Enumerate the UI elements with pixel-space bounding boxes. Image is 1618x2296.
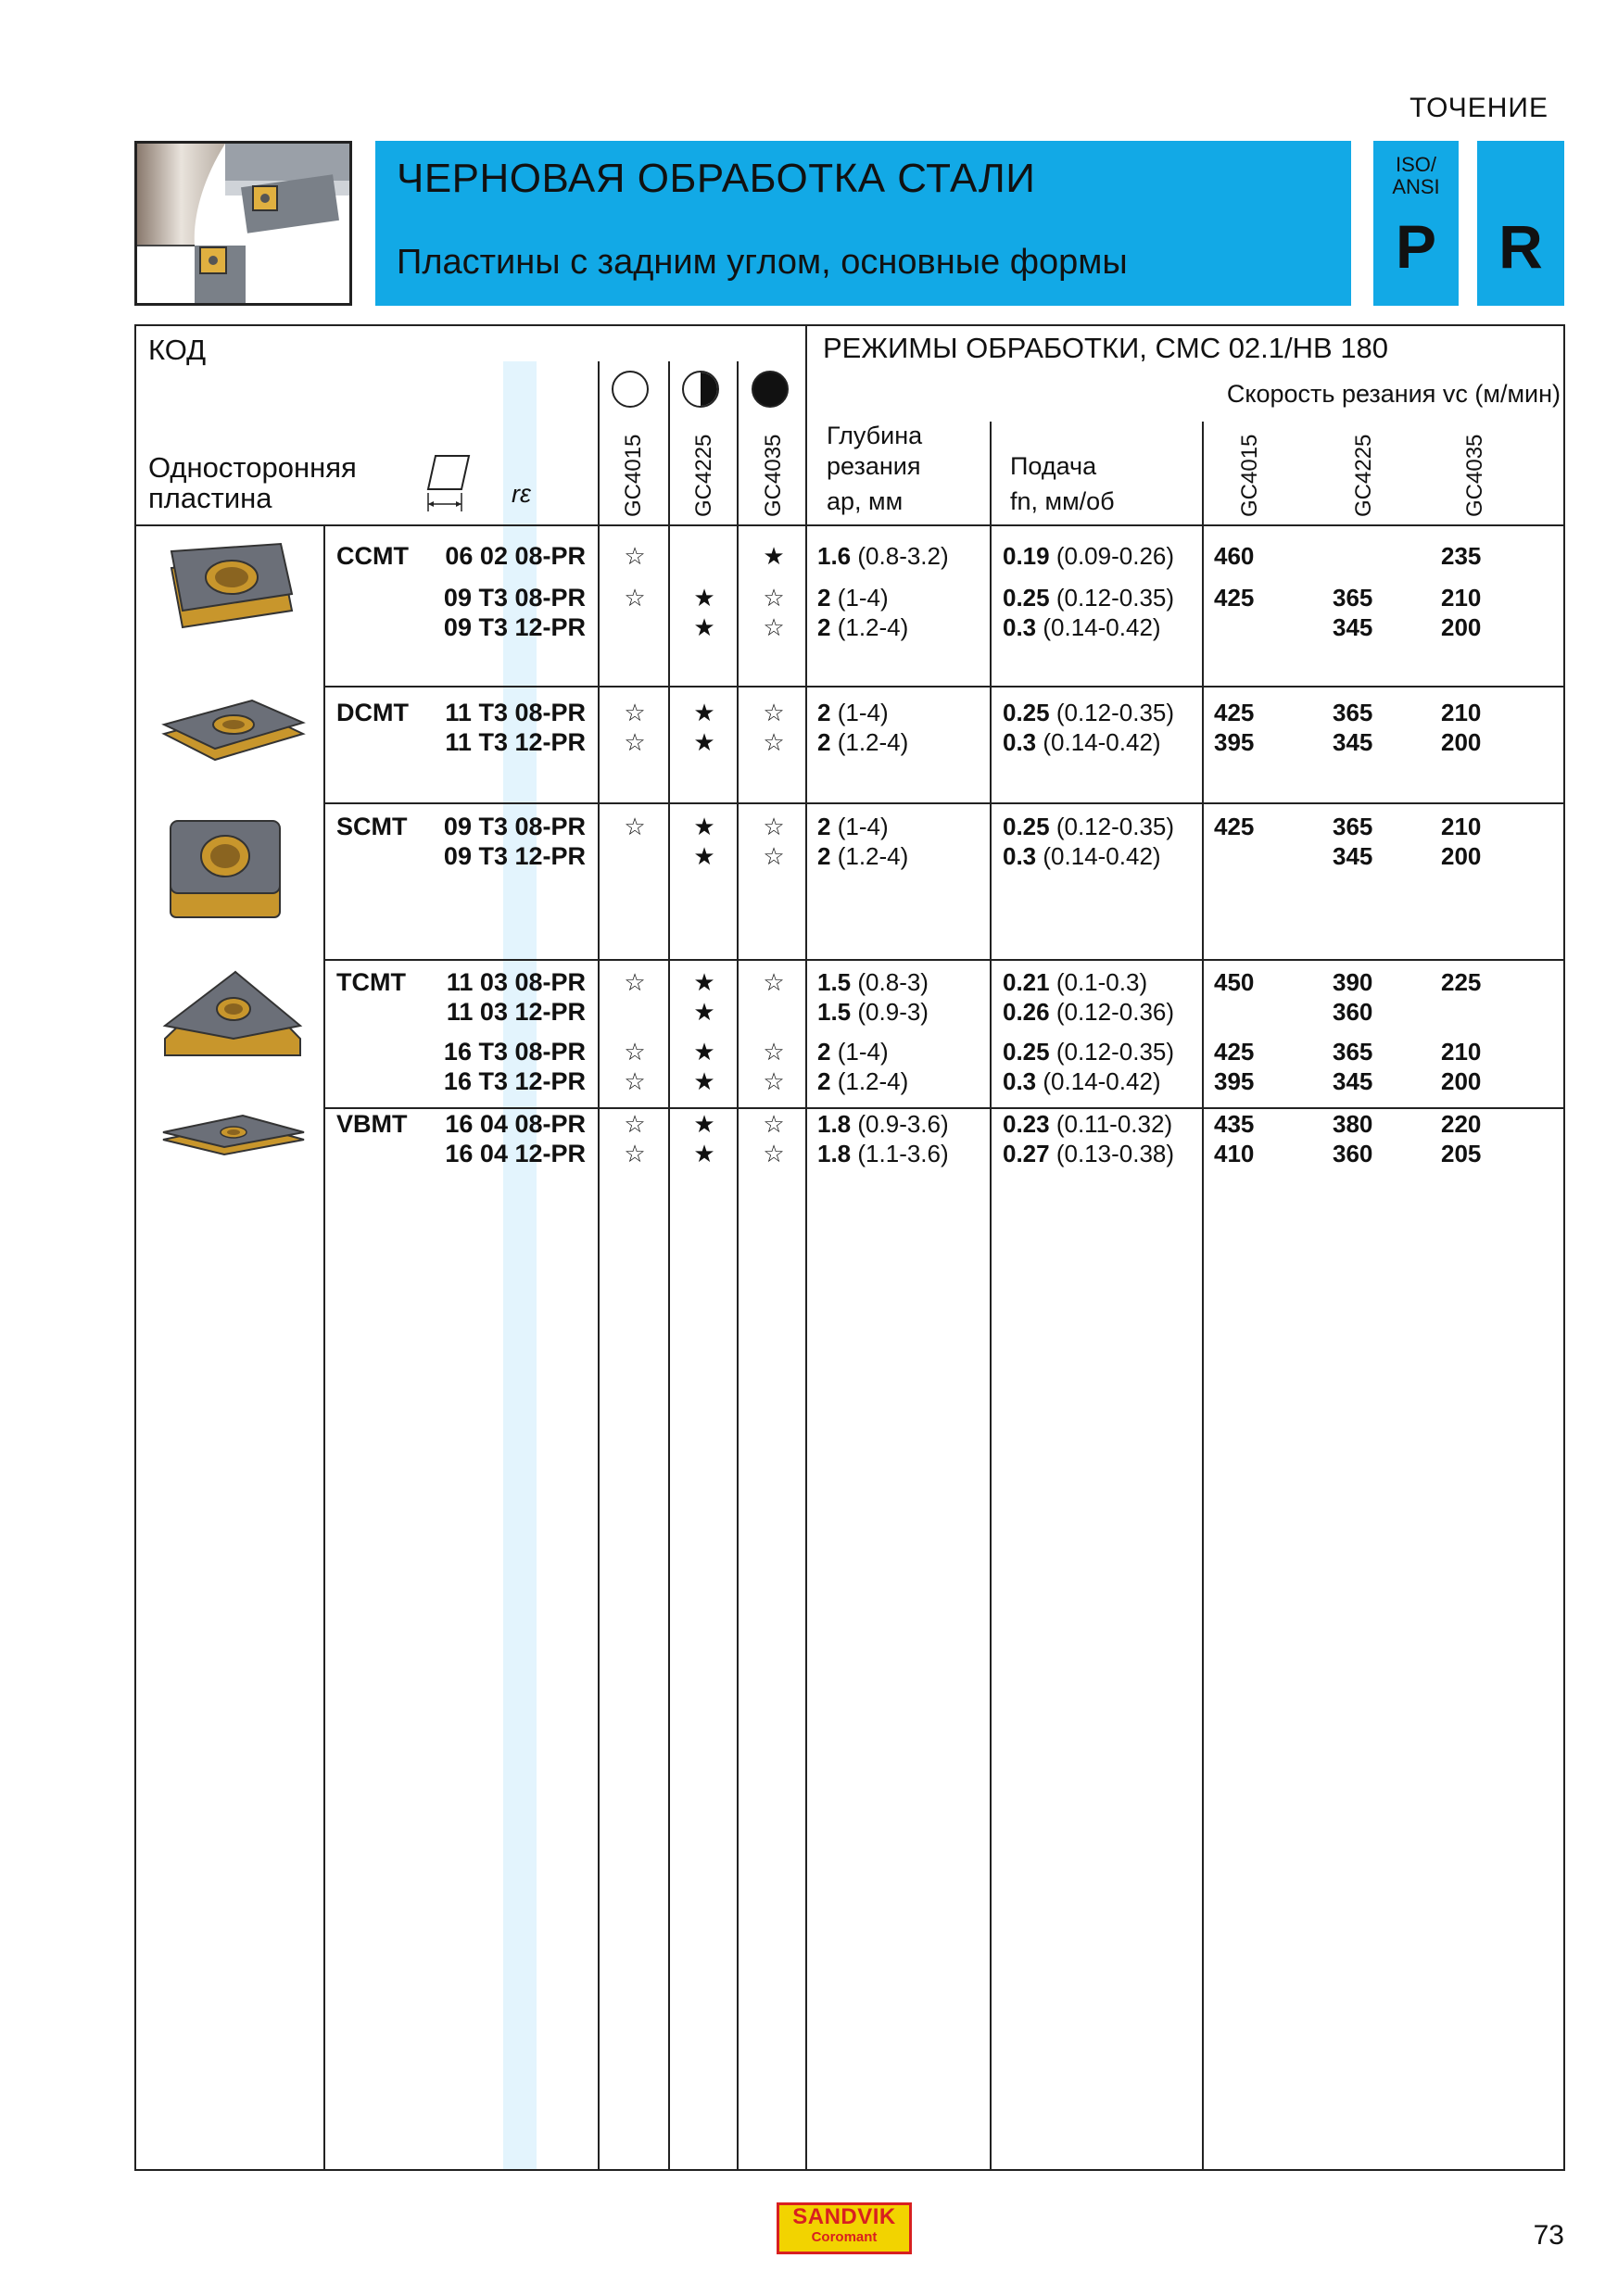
depth-of-cut: [817, 966, 929, 998]
application-letter: R: [1498, 212, 1543, 281]
feed-value: 0.25: [1003, 699, 1050, 726]
feed-rate: [1003, 1138, 1174, 1169]
grade-mark-gc4225: ★: [693, 968, 715, 996]
depth-range: (1.2-4): [837, 842, 909, 870]
feed-rate: [1003, 1036, 1174, 1067]
divider-image: [323, 526, 325, 2171]
code-size: 16 T3 08-PR: [443, 1038, 586, 1066]
speed-grade-gc4015: GC4015: [1237, 434, 1262, 517]
feed-value: 0.19: [1003, 542, 1050, 570]
grade-mark-gc4225: ★: [693, 584, 715, 612]
feed-value: 0.21: [1003, 968, 1050, 996]
page-subtitle: Пластины с задним углом, основные формы: [397, 243, 1128, 282]
feed-range: (0.12-0.36): [1055, 998, 1175, 1026]
depth-value: 1.8: [817, 1110, 852, 1138]
feed-range: (0.12-0.35): [1055, 1038, 1175, 1066]
depth-label-2: резания: [827, 452, 921, 480]
iso-label-line2: ANSI: [1392, 175, 1440, 198]
feed-range: (0.09-0.26): [1055, 542, 1175, 570]
speed-gc4225: 345: [1333, 1067, 1373, 1095]
speed-gc4015: 395: [1214, 1067, 1255, 1095]
speed-gc4035: 225: [1441, 968, 1482, 996]
grade-mark-gc4035: ☆: [763, 842, 785, 870]
depth-of-cut: [817, 540, 949, 572]
depth-range: (0.9-3): [857, 998, 929, 1026]
feed-value: 0.3: [1003, 613, 1037, 641]
speed-gc4015: 450: [1214, 968, 1255, 996]
speed-gc4225: 390: [1333, 968, 1373, 996]
vbmt-insert-image: [159, 1112, 308, 1172]
radius-symbol: rε: [512, 480, 531, 508]
speed-gc4015: 425: [1214, 584, 1255, 612]
depth-of-cut: [817, 1108, 949, 1140]
code-family: DCMT: [336, 699, 409, 726]
depth-range: (1.2-4): [837, 728, 909, 756]
feed-rate: [1003, 612, 1161, 643]
tcmt-insert-image: [159, 968, 308, 1066]
row-divider-3: [323, 959, 1565, 961]
speed-gc4035: 220: [1441, 1110, 1482, 1138]
code-size: 06 02 08-PR: [445, 542, 586, 570]
page-title: ЧЕРНОВАЯ ОБРАБОТКА СТАЛИ: [397, 156, 1036, 201]
depth-label-1: Глубина: [827, 422, 923, 449]
feed-range: (0.14-0.42): [1043, 728, 1161, 756]
depth-range: (1.2-4): [837, 613, 909, 641]
depth-range: (0.8-3.2): [857, 542, 949, 570]
scmt-insert-image: [165, 815, 285, 931]
speed-grade-gc4225: GC4225: [1351, 434, 1376, 517]
feed-value: 0.25: [1003, 1038, 1050, 1066]
code-family: CCMT: [336, 542, 409, 570]
depth-of-cut: [817, 582, 889, 613]
code-size: 09 T3 08-PR: [443, 584, 586, 612]
speed-gc4225: 360: [1333, 1140, 1373, 1167]
ccmt-insert-image: [162, 542, 301, 649]
feed-range: (0.12-0.35): [1055, 813, 1175, 840]
speed-gc4225: 345: [1333, 842, 1373, 870]
grade-mark-gc4035: ☆: [763, 584, 785, 612]
divider-grade1: [598, 361, 600, 2171]
depth-value: 1.8: [817, 1140, 852, 1167]
code-size: 09 T3 12-PR: [443, 842, 586, 870]
code-size: 11 03 08-PR: [446, 968, 586, 996]
row-divider-1: [323, 686, 1565, 688]
iso-label: [1373, 154, 1459, 198]
machining-illustration: [134, 141, 352, 306]
grade-mark-gc4035: ☆: [763, 1067, 785, 1095]
depth-value: 1.6: [817, 542, 852, 570]
page-number: 73: [1533, 2220, 1564, 2251]
code-size: 16 T3 12-PR: [443, 1067, 586, 1095]
depth-value: 2: [817, 1067, 831, 1095]
sandvik-coromant-logo: [777, 2202, 912, 2254]
grade-mark-gc4225: ★: [693, 699, 715, 726]
code-family: TCMT: [336, 968, 406, 996]
grade-mark-gc4035: ☆: [763, 968, 785, 996]
depth-of-cut: [817, 612, 908, 643]
speed-gc4035: 210: [1441, 1038, 1482, 1066]
code-size: 16 04 12-PR: [445, 1140, 586, 1167]
depth-range: (1.2-4): [837, 1067, 909, 1095]
feed-value: 0.25: [1003, 813, 1050, 840]
grade-mark-gc4035: ☆: [763, 613, 785, 641]
code-size: 09 T3 12-PR: [443, 613, 586, 641]
depth-of-cut: [817, 996, 929, 1028]
code-size: 16 04 08-PR: [445, 1110, 586, 1138]
depth-value: 2: [817, 728, 831, 756]
insert-label-1: Односторонняя: [148, 451, 357, 484]
speed-gc4035: 210: [1441, 813, 1482, 840]
speed-gc4225: 380: [1333, 1110, 1373, 1138]
grade-mark-gc4225: ★: [693, 1038, 715, 1066]
depth-of-cut: [817, 697, 889, 728]
depth-of-cut: [817, 1138, 949, 1169]
code-family: SCMT: [336, 813, 408, 840]
depth-value: 2: [817, 842, 831, 870]
feed-value: 0.3: [1003, 728, 1037, 756]
logo-bottom-text: Coromant: [811, 2229, 878, 2245]
grade-mark-gc4015: ☆: [624, 584, 646, 612]
feed-range: (0.14-0.42): [1043, 1067, 1161, 1095]
grade-label-gc4225: GC4225: [691, 434, 716, 517]
feed-rate: [1003, 1108, 1172, 1140]
grade-mark-gc4015: ☆: [624, 1110, 646, 1138]
feed-value: 0.3: [1003, 842, 1037, 870]
depth-value: 2: [817, 613, 831, 641]
grade-mark-gc4225: ★: [693, 1140, 715, 1167]
divider-feed: [990, 422, 992, 2171]
speed-gc4015: 460: [1214, 542, 1255, 570]
grade-mark-gc4225: ★: [693, 1067, 715, 1095]
feed-range: (0.14-0.42): [1043, 842, 1161, 870]
feed-range: (0.11-0.32): [1055, 1110, 1173, 1138]
code-label: КОД: [148, 334, 207, 366]
conditions-label: РЕЖИМЫ ОБРАБОТКИ, CMC 02.1/HB 180: [823, 332, 1389, 364]
speed-gc4225: 365: [1333, 1038, 1373, 1066]
section-label: ТОЧЕНИЕ: [1409, 93, 1548, 123]
speed-grade-gc4035: GC4035: [1462, 434, 1487, 517]
grade-mark-gc4015: ☆: [624, 968, 646, 996]
feed-range: (0.14-0.42): [1043, 613, 1161, 641]
depth-range: (1-4): [837, 584, 889, 612]
grade-mark-gc4015: ☆: [624, 813, 646, 840]
feed-label-3: fn, мм/об: [1010, 487, 1115, 515]
grade-mark-gc4225: ★: [693, 842, 715, 870]
grade-mark-gc4015: ☆: [624, 728, 646, 756]
divider-grade3: [737, 361, 739, 2171]
feed-rate: [1003, 996, 1174, 1028]
insert-label-2: пластина: [148, 482, 272, 514]
depth-range: (1-4): [837, 699, 889, 726]
depth-value: 2: [817, 1038, 831, 1066]
feed-rate: [1003, 811, 1174, 842]
speed-gc4035: 200: [1441, 1067, 1482, 1095]
grade-mark-gc4035: ☆: [763, 813, 785, 840]
speed-gc4015: 425: [1214, 699, 1255, 726]
insert-shape-icon: [424, 452, 473, 518]
code-size: 11 03 12-PR: [446, 998, 586, 1026]
dcmt-insert-image: [159, 697, 308, 776]
logo-top-text: SANDVIK: [792, 2204, 896, 2229]
divider-speed: [1202, 422, 1204, 2171]
feed-rate: [1003, 966, 1147, 998]
grade-mark-gc4015: ☆: [624, 1038, 646, 1066]
speed-gc4035: 235: [1441, 542, 1482, 570]
speed-gc4225: 345: [1333, 613, 1373, 641]
grade-mark-gc4035: ☆: [763, 699, 785, 726]
speed-label: Скорость резания vc (м/мин): [1226, 380, 1561, 408]
speed-gc4015: 425: [1214, 813, 1255, 840]
depth-range: (0.9-3.6): [857, 1110, 949, 1138]
iso-label-line1: ISO/: [1395, 153, 1436, 176]
feed-value: 0.25: [1003, 584, 1050, 612]
speed-gc4015: 395: [1214, 728, 1255, 756]
feed-range: (0.1-0.3): [1055, 968, 1148, 996]
grade-mark-gc4225: ★: [693, 1110, 715, 1138]
feed-rate: [1003, 582, 1174, 613]
divider-conditions: [805, 324, 807, 2171]
speed-gc4035: 205: [1441, 1140, 1482, 1167]
speed-gc4035: 200: [1441, 842, 1482, 870]
depth-of-cut: [817, 726, 908, 758]
speed-gc4015: 435: [1214, 1110, 1255, 1138]
speed-gc4225: 365: [1333, 699, 1373, 726]
depth-value: 2: [817, 813, 831, 840]
grade-mark-gc4225: ★: [693, 813, 715, 840]
code-size: 11 T3 12-PR: [445, 728, 586, 756]
grade-mark-gc4035: ★: [763, 542, 785, 570]
feed-range: (0.12-0.35): [1055, 699, 1175, 726]
grade-mark-gc4015: ☆: [624, 542, 646, 570]
depth-range: (0.8-3): [857, 968, 929, 996]
feed-rate: [1003, 697, 1174, 728]
depth-label-3: ap, мм: [827, 487, 904, 515]
grade-label-gc4015: GC4015: [621, 434, 646, 517]
speed-gc4225: 365: [1333, 813, 1373, 840]
feed-value: 0.3: [1003, 1067, 1037, 1095]
feed-rate: [1003, 540, 1174, 572]
iso-material-letter: P: [1395, 212, 1437, 281]
feed-value: 0.26: [1003, 998, 1050, 1026]
grade-balanced-icon: [682, 371, 719, 408]
feed-range: (0.12-0.35): [1055, 584, 1175, 612]
depth-range: (1.1-3.6): [857, 1140, 949, 1167]
grade-mark-gc4015: ☆: [624, 699, 646, 726]
depth-range: (1-4): [837, 813, 889, 840]
feed-rate: [1003, 726, 1161, 758]
header-bottom-line: [134, 524, 1565, 526]
grade-mark-gc4035: ☆: [763, 728, 785, 756]
speed-gc4035: 210: [1441, 584, 1482, 612]
code-size: 11 T3 08-PR: [445, 699, 586, 726]
grade-mark-gc4015: ☆: [624, 1067, 646, 1095]
grade-wear-resistant-icon: [612, 371, 649, 408]
speed-gc4225: 345: [1333, 728, 1373, 756]
depth-range: (1-4): [837, 1038, 889, 1066]
grade-mark-gc4225: ★: [693, 613, 715, 641]
grade-label-gc4035: GC4035: [761, 434, 786, 517]
feed-value: 0.23: [1003, 1110, 1050, 1138]
depth-of-cut: [817, 811, 889, 842]
grade-mark-gc4035: ☆: [763, 1038, 785, 1066]
speed-gc4015: 425: [1214, 1038, 1255, 1066]
depth-value: 1.5: [817, 968, 852, 996]
feed-label-1: Подача: [1010, 452, 1097, 480]
depth-of-cut: [817, 1066, 908, 1097]
speed-gc4225: 360: [1333, 998, 1373, 1026]
depth-value: 2: [817, 584, 831, 612]
row-divider-2: [323, 802, 1565, 804]
feed-value: 0.27: [1003, 1140, 1050, 1167]
feed-range: (0.13-0.38): [1055, 1140, 1175, 1167]
grade-tough-icon: [752, 371, 789, 408]
speed-gc4035: 200: [1441, 728, 1482, 756]
speed-gc4035: 210: [1441, 699, 1482, 726]
depth-value: 2: [817, 699, 831, 726]
grade-mark-gc4225: ★: [693, 728, 715, 756]
speed-gc4015: 410: [1214, 1140, 1255, 1167]
feed-rate: [1003, 840, 1161, 872]
grade-mark-gc4225: ★: [693, 998, 715, 1026]
depth-value: 1.5: [817, 998, 852, 1026]
depth-of-cut: [817, 1036, 889, 1067]
grade-mark-gc4035: ☆: [763, 1140, 785, 1167]
grade-mark-gc4015: ☆: [624, 1140, 646, 1167]
depth-of-cut: [817, 840, 908, 872]
code-size: 09 T3 08-PR: [443, 813, 586, 840]
code-family: VBMT: [336, 1110, 408, 1138]
feed-rate: [1003, 1066, 1161, 1097]
grade-mark-gc4035: ☆: [763, 1110, 785, 1138]
speed-gc4035: 200: [1441, 613, 1482, 641]
speed-gc4225: 365: [1333, 584, 1373, 612]
divider-grade2: [668, 361, 670, 2171]
